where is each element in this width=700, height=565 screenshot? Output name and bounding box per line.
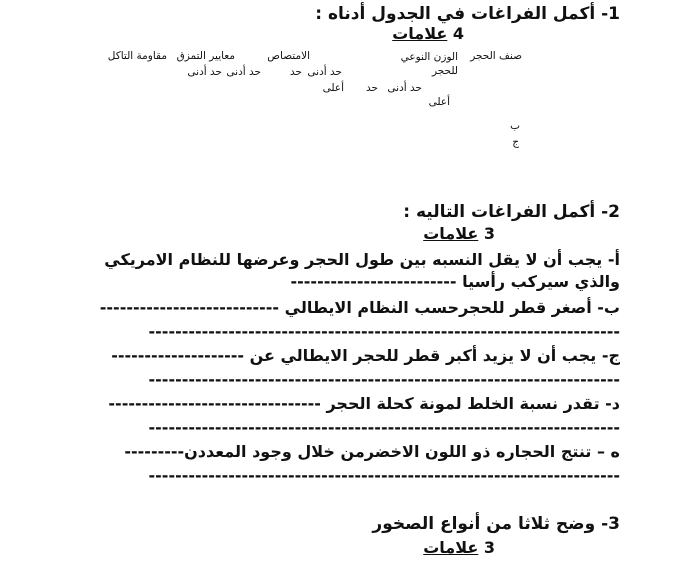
cell-crumbling-min: حد أدنى bbox=[226, 66, 261, 78]
q2-marks-word: علامات bbox=[423, 224, 479, 243]
cell-weight-min: حد أدنى bbox=[387, 82, 422, 94]
q1-marks-word: علامات bbox=[392, 24, 448, 43]
q2-item-b-line2: ----------------------------------------------------------------------- bbox=[148, 322, 620, 341]
q3-marks-word: علامات bbox=[423, 538, 479, 557]
q3-marks-number: 3 bbox=[483, 538, 495, 557]
q2-item-e-line1: ه – تنتج الحجاره ذو اللون الاخضرمن خلال وجود المعددن--------- bbox=[124, 442, 620, 461]
q2-item-c-line2: ----------------------------------------------------------------------- bbox=[148, 370, 620, 389]
q1-marks-number: 4 bbox=[452, 24, 464, 43]
header-specific-weight: الوزن النوعي للحجر bbox=[400, 51, 458, 77]
header-erosion: مقاومة التاكل bbox=[107, 50, 167, 62]
cell-absorption-max: أعلى bbox=[322, 82, 344, 94]
q1-marks bbox=[392, 24, 464, 43]
q2-item-d-line2: ----------------------------------------------------------------------- bbox=[148, 418, 620, 437]
cell-absorption-limit: حد bbox=[365, 82, 378, 94]
q2-item-c-line1: ج- يجب أن لا يزيد أكبر قطر للحجر الايطالي عن -------------------- bbox=[111, 346, 620, 365]
cell-crumbling-limit: حد bbox=[289, 66, 302, 78]
cell-erosion-min: حد أدنى bbox=[187, 66, 222, 78]
row-label-b: ب bbox=[510, 120, 520, 132]
header-stone-class: صنف الحجر bbox=[470, 50, 522, 62]
q2-marks-number: 3 bbox=[483, 224, 495, 243]
header-absorption: الامتصاص bbox=[267, 50, 310, 62]
q2-item-b-line1: ب- أصغر قطر للحجرحسب النظام الايطالي --------------------------- bbox=[99, 298, 620, 317]
q1-title: 1- أكمل الفراغات في الجدول أدناه : bbox=[315, 4, 620, 24]
q2-marks bbox=[423, 224, 495, 243]
q2-item-d-line1: د- تقدر نسبة الخلط لمونة كحلة الحجر -------------------------------- bbox=[108, 394, 620, 413]
header-crumbling: معايير التمزق bbox=[176, 50, 235, 62]
q2-title: 2- أكمل الفراغات التاليه : bbox=[403, 202, 620, 222]
row-label-c: ج bbox=[512, 136, 519, 148]
cell-absorption-min: حد أدنى bbox=[307, 66, 342, 78]
q2-item-a-line1: أ- يجب أن لا يقل النسبه بين طول الحجر وعرضها للنظام الامريكي bbox=[104, 250, 620, 269]
q2-item-a-line2: والذي سيركب رأسيا ------------------------- bbox=[290, 272, 620, 291]
cell-weight-max: أعلى bbox=[428, 96, 450, 108]
q3-title: 3- وضح ثلاثا من أنواع الصخور bbox=[372, 514, 620, 534]
q3-marks bbox=[423, 538, 495, 557]
q2-item-e-line2: ----------------------------------------------------------------------- bbox=[148, 466, 620, 485]
